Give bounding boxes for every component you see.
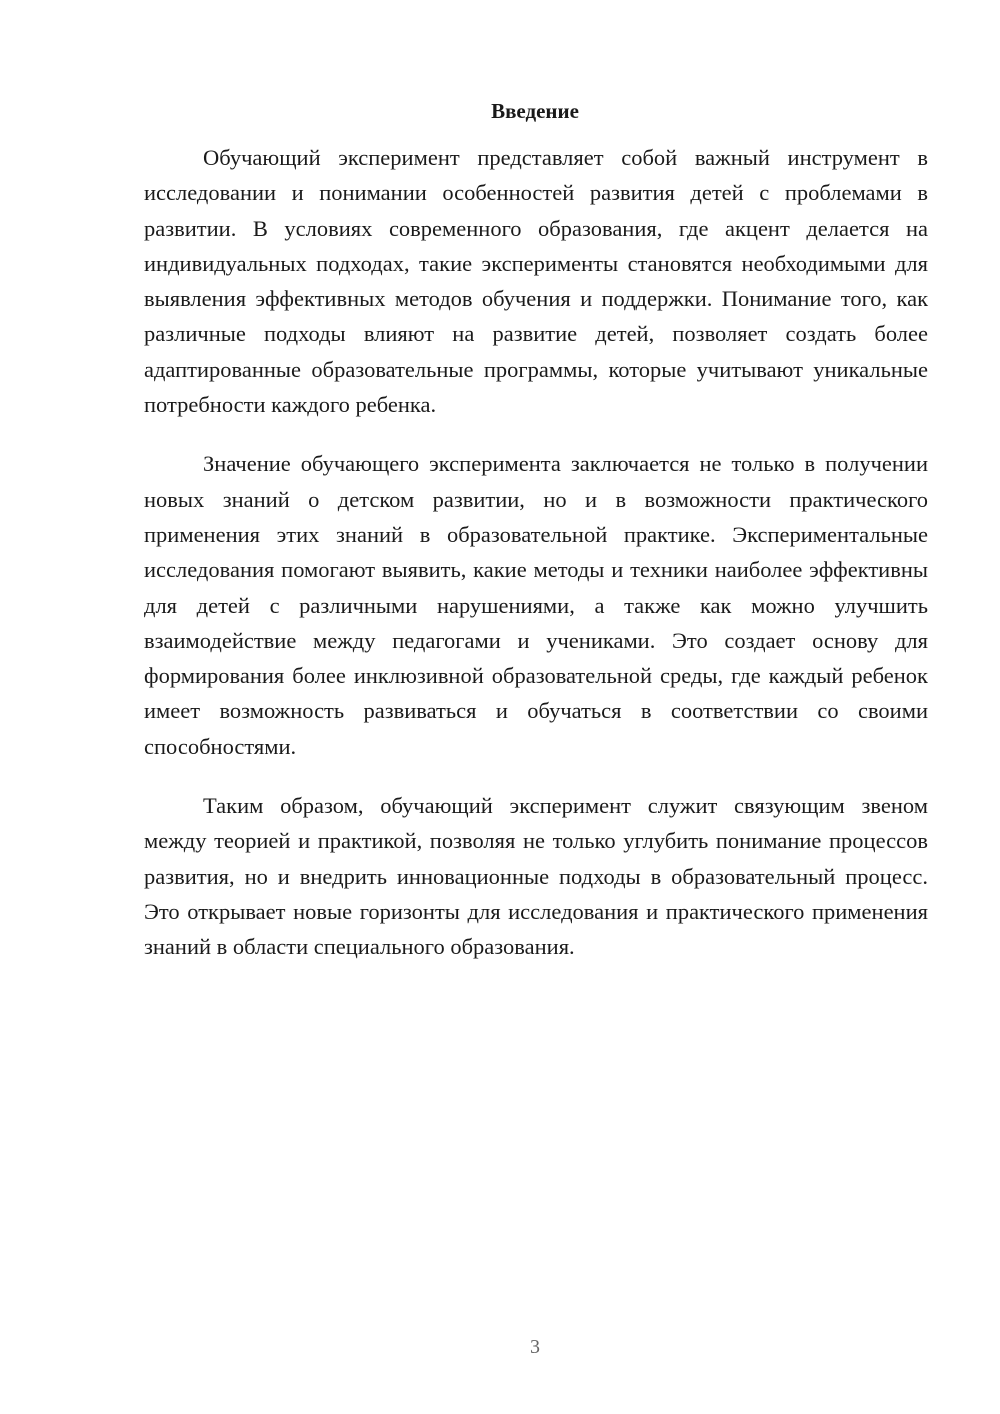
section-title: Введение <box>491 99 579 123</box>
paragraph: Обучающий эксперимент представляет собой важный инструмент в исследовании и понимании особенностей развития детей с проблемами в развитии. В условиях современного образования, где акцент делается на индивидуальных подходах, такие эксперименты становятся необходимыми для выявления эффективных методов обучения и поддержки. Понимание того, как различные подходы влияют на развитие детей, позволяет создать более адаптированные образовательные программы, которые учитывают уникальные потребности каждого ребенка. <box>144 145 928 418</box>
paragraph: Значение обучающего эксперимента заключается не только в получении новых знаний о детском развитии, но и в возможности практического применения этих знаний в образовательной практике. Экспериментальные исследования помогают выявить, какие методы и техники наиболее эффективны для детей с различными нарушениями, а также как можно улучшить взаимодействие между педагогами и учениками. Это создает основу для формирования более инклюзивной образовательной среды, где каждый ребенок имеет возможность развиваться и обучаться в соответствии со своими способностями. <box>144 451 928 759</box>
page-number: 3 <box>530 1336 540 1358</box>
body-text <box>144 140 928 989</box>
paragraph: Таким образом, обучающий эксперимент служит связующим звеном между теорией и практикой, позволяя не только углубить понимание процессов развития, но и внедрить инновационные подходы в образовательный процесс. Это открывает новые горизонты для исследования и практического применения знаний в области специального образования. <box>144 793 928 960</box>
